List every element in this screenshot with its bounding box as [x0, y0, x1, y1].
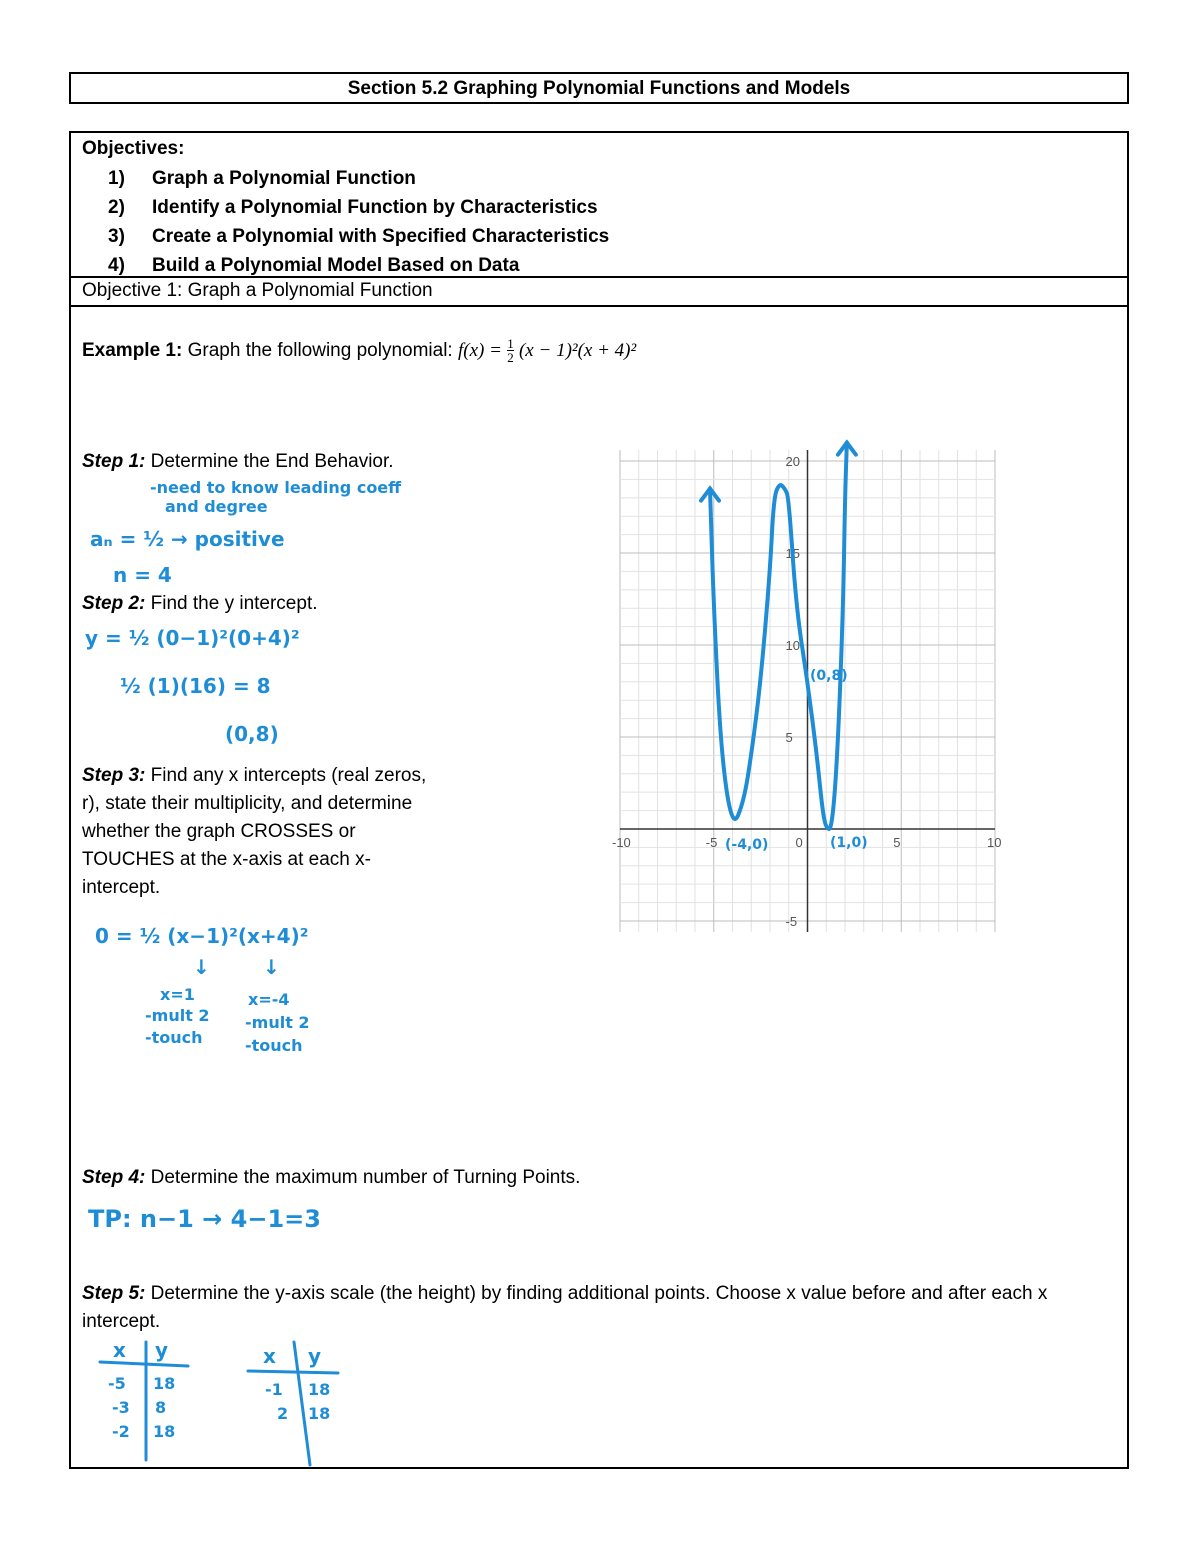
formula-rhs: (x − 1)²(x + 4)² — [518, 340, 637, 361]
table1-cell: -2 — [112, 1422, 130, 1441]
table2-header: y — [308, 1344, 322, 1368]
table2-cell: -1 — [265, 1380, 283, 1399]
formula-fraction: $\frac{1}{2}$ — [507, 336, 514, 366]
step-1: Step 1: Determine the End Behavior. — [82, 451, 394, 472]
point-label-right-root: (1,0) — [830, 835, 868, 851]
example-line — [82, 337, 636, 365]
handwritten-note: ½ (1)(16) = 8 — [120, 674, 271, 698]
objective-item: 1) Graph a Polynomial Function — [108, 168, 416, 189]
step-5: Step 5: Determine the y-axis scale (the height) by finding additional points. Choose x value before and after each x intercept. — [82, 1283, 1048, 1332]
y-tick-label: 10 — [785, 638, 800, 654]
x-tick-label: -5 — [705, 834, 718, 850]
table1-cell: -3 — [112, 1398, 130, 1417]
table2-header: x — [263, 1344, 276, 1368]
example-text: Graph the following polynomial: — [187, 340, 453, 361]
handwritten-note: -mult 2 — [145, 1006, 210, 1025]
divider — [69, 276, 1129, 278]
table2-cell: 2 — [277, 1404, 289, 1423]
handwritten-note: x=1 — [160, 985, 195, 1004]
point-label-y-intercept: (0,8) — [810, 668, 848, 684]
handwritten-note: 0 = ½ (x−1)²(x+4)² — [95, 924, 309, 948]
x-tick-label: 5 — [893, 834, 901, 850]
table1-header: y — [155, 1338, 169, 1362]
table1-cell: -5 — [108, 1374, 126, 1393]
handwritten-note: y = ½ (0−1)²(0+4)² — [85, 626, 300, 650]
y-tick-label: 20 — [785, 454, 800, 470]
handwritten-note: x=-4 — [248, 990, 290, 1009]
handwritten-note: aₙ = ½ → positive — [90, 527, 285, 551]
step-4: Step 4: Determine the maximum number of Turning Points. — [82, 1167, 581, 1188]
table1-header: x — [113, 1338, 126, 1362]
handwritten-note: and degree — [165, 497, 268, 516]
handwritten-note: n = 4 — [113, 563, 172, 587]
table2-cell: 18 — [308, 1404, 331, 1423]
objective-item: 4) Build a Polynomial Model Based on Data — [108, 255, 520, 276]
x-tick-label: -10 — [612, 834, 631, 850]
y-tick-label: 15 — [785, 546, 800, 562]
y-tick-label: 5 — [785, 729, 793, 745]
table1-cell: 8 — [155, 1398, 167, 1417]
handwritten-note: -mult 2 — [245, 1013, 310, 1032]
handwritten-arrow: ↓ — [193, 955, 210, 979]
example-label: Example 1: — [82, 340, 183, 361]
x-tick-label: 10 — [987, 834, 1002, 850]
handwritten-note: (0,8) — [225, 722, 279, 746]
handwritten-note: -touch — [245, 1036, 303, 1055]
polynomial-graph — [600, 440, 1000, 940]
step-3: Step 3: Find any x intercepts (real zeros, r), state their multiplicity, and determine whether the graph CROSSES or TOUCHES at the x-axis at each x-intercept. — [82, 765, 427, 898]
step-2: Step 2: Find the y intercept. — [82, 593, 318, 614]
table1-cell: 18 — [153, 1374, 176, 1393]
point-label-left-root: (-4,0) — [725, 837, 769, 853]
graph-point-labels — [725, 668, 868, 853]
section-header: Objective 1: Graph a Polynomial Function — [82, 280, 433, 301]
graph-curve — [701, 443, 856, 829]
page-title: Section 5.2 Graphing Polynomial Functions and Models — [69, 72, 1129, 104]
table1-cell: 18 — [153, 1422, 176, 1441]
formula-lhs: f(x) = — [457, 340, 502, 361]
x-tick-label: 0 — [795, 834, 803, 850]
handwritten-note: -touch — [145, 1028, 203, 1047]
objective-item: 3) Create a Polynomial with Specified Characteristics — [108, 226, 610, 247]
objectives-heading: Objectives: — [82, 138, 185, 159]
objective-item: 2) Identify a Polynomial Function by Characteristics — [108, 197, 598, 218]
y-tick-label: -5 — [785, 913, 798, 929]
table2-cell: 18 — [308, 1380, 331, 1399]
divider — [69, 305, 1129, 307]
handwritten-arrow: ↓ — [263, 955, 280, 979]
objectives-list — [108, 164, 609, 280]
handwritten-note: -need to know leading coeff — [150, 478, 402, 497]
handwritten-note: TP: n−1 → 4−1=3 — [88, 1205, 321, 1233]
